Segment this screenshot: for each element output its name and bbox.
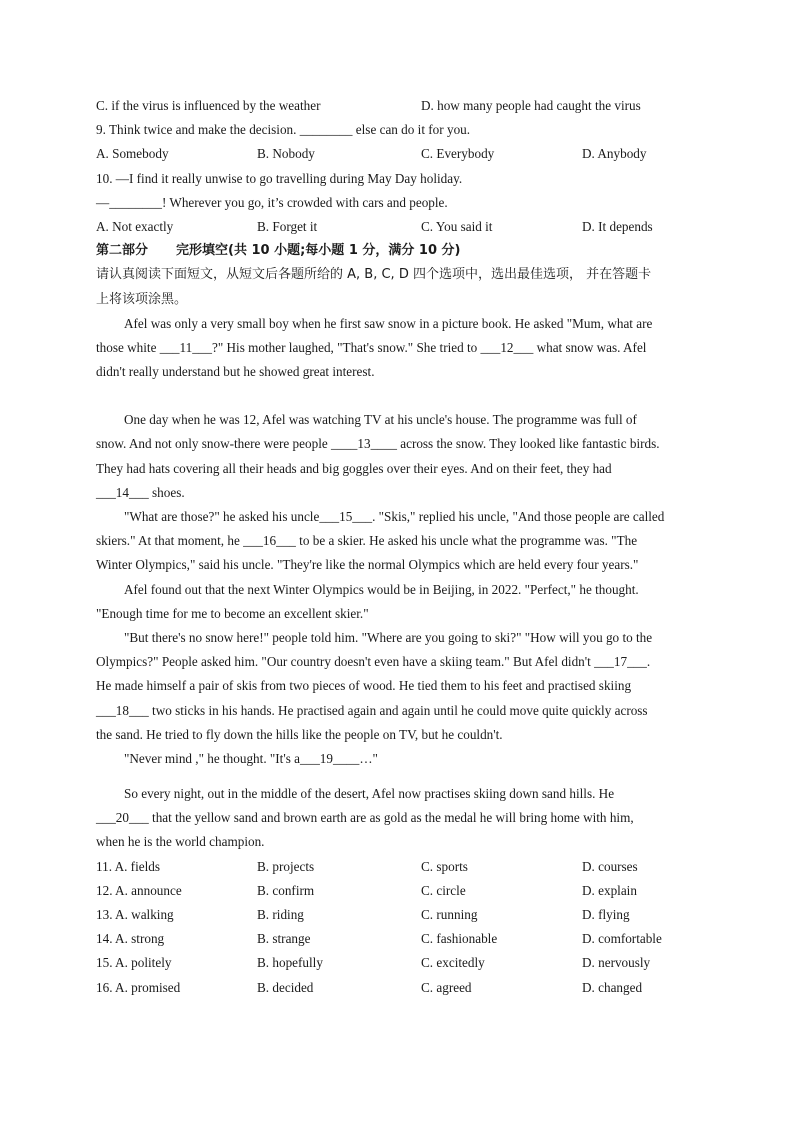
paragraph-gap [96,771,699,782]
option-a: 13. A. walking [96,907,174,922]
q10-stem: 10. —I find it really unwise to go travelling during May Day holiday. [96,170,463,186]
paragraph-gap [96,384,699,408]
section-2-instructions-line-1: 请认真阅读下面短文，从短文后各题所给的 A, B, C, D 四个选项中，选出最佳选项， 并在答题卡 [96,267,652,283]
exam-page [96,94,699,1000]
passage-paragraph-7 [96,782,699,855]
option-b: B. strange [257,931,311,947]
passage-line: "Enough time for me to become an excellent skier." [96,605,369,621]
option-c: C. sports [421,858,468,874]
option-a: 15. A. politely [96,955,172,971]
q9-stem: 9. Think twice and make the decision. ________ else can do it for you. [96,122,471,138]
passage-line: He made himself a pair of skis from two pieces of wood. He tied them to his feet and practised skiing [96,678,632,694]
cloze-option-row [96,879,699,903]
q10-options [96,215,699,239]
cloze-option-row [96,903,699,927]
q10-option-a: A. Not exactly [96,218,174,234]
option-b: B. decided [257,979,314,995]
option-c: C. excitedly [421,955,485,971]
section-2-instructions-line-2: 上将该项涂黑。 [96,291,188,307]
section-2-heading [96,239,699,263]
passage-line: So every night, out in the middle of the desert, Afel now practises skiing down sand hills. He [124,786,615,802]
passage-paragraph-5 [96,626,699,747]
passage-line: Olympics?" People asked him. "Our country doesn't even have a skiing team." But Afel didn't ___17___. [96,654,651,670]
q10-option-c: C. You said it [421,218,493,234]
q9-option-c: C. Everybody [421,146,495,162]
passage-paragraph-6 [96,747,699,771]
q9-option-b: B. Nobody [257,146,315,162]
q9-options [96,142,699,166]
passage-paragraph-3 [96,505,699,578]
option-d: D. comfortable [582,931,662,947]
option-d: D. explain [582,882,637,898]
q9-option-a: A. Somebody [96,146,169,162]
q8-option-d: D. how many people had caught the virus [421,98,641,113]
passage-line: Afel was only a very small boy when he first saw snow in a picture book. He asked "Mum, what are [124,315,653,331]
passage-line: ___14___ shoes. [96,484,185,500]
q10-option-d: D. It depends [582,218,653,234]
q8-options [96,94,699,118]
passage-line: when he is the world champion. [96,834,265,850]
passage-line: Afel found out that the next Winter Olympics would be in Beijing, in 2022. "Perfect," he thought. [124,581,639,597]
option-b: B. projects [257,858,315,874]
passage-line: "What are those?" he asked his uncle___15___. "Skis," replied his uncle, "And those people are called [124,509,665,524]
option-d: D. changed [582,979,643,995]
passage-paragraph-2 [96,408,699,505]
q8-option-c: C. if the virus is influenced by the weather [96,98,321,113]
option-b: B. confirm [257,882,315,898]
passage-line: ___20___ that the yellow sand and brown earth are as gold as the medal he will bring home with him, [96,810,634,826]
cloze-option-row [96,951,699,975]
option-b: B. riding [257,907,304,922]
passage-paragraph-4 [96,578,699,626]
q10-option-b: B. Forget it [257,218,318,234]
option-a: 16. A. promised [96,979,181,995]
passage-line: snow. And not only snow-there were people ____13____ across the snow. They looked like fantastic birds. [96,436,660,452]
option-b: B. hopefully [257,955,323,971]
section-2-subtitle: 完形填空(共 10 小题;每小题 1 分，满分 10 分) [176,243,461,259]
passage-line: those white ___11___?" His mother laughed, "That's snow." She tried to ___12___ what snow was. Afel [96,339,647,355]
passage-line: the sand. He tried to fly down the hills like the people on TV, but he couldn't. [96,726,503,742]
passage-line: "Never mind ," he thought. "It's a___19____…" [124,750,378,766]
option-a: 11. A. fields [96,858,160,874]
passage-line: They had hats covering all their heads and big goggles over their eyes. And on their feet, they had [96,460,612,476]
option-c: C. circle [421,882,466,898]
option-d: D. flying [582,907,630,922]
passage-line: Winter Olympics," said his uncle. "They're like the normal Olympics which are held every four years." [96,557,639,573]
passage-line: One day when he was 12, Afel was watching TV at his uncle's house. The programme was full of [124,412,637,428]
option-c: C. agreed [421,979,472,995]
passage-line: "But there's no snow here!" people told him. "Where are you going to ski?" "How will you go to the [124,629,653,645]
option-a: 12. A. announce [96,882,182,898]
cloze-option-row [96,855,699,879]
passage-line: skiers." At that moment, he ___16___ to be a skier. He asked his uncle what the programme was. "The [96,533,638,549]
option-c: C. fashionable [421,931,498,947]
q9-option-d: D. Anybody [582,146,647,162]
passage-line: ___18___ two sticks in his hands. He practised again and again until he could move quite quickly across [96,702,648,718]
option-d: D. courses [582,858,638,874]
passage-paragraph-1 [96,312,699,385]
passage-line: didn't really understand but he showed great interest. [96,364,375,380]
cloze-options [96,855,699,1000]
q10-reply: —________! Wherever you go, it’s crowded with cars and people. [96,194,448,210]
option-a: 14. A. strong [96,931,165,947]
cloze-option-row [96,976,699,1000]
section-2-title: 第二部分 [96,243,149,259]
option-d: D. nervously [582,955,651,971]
option-c: C. running [421,907,478,922]
cloze-option-row [96,927,699,951]
